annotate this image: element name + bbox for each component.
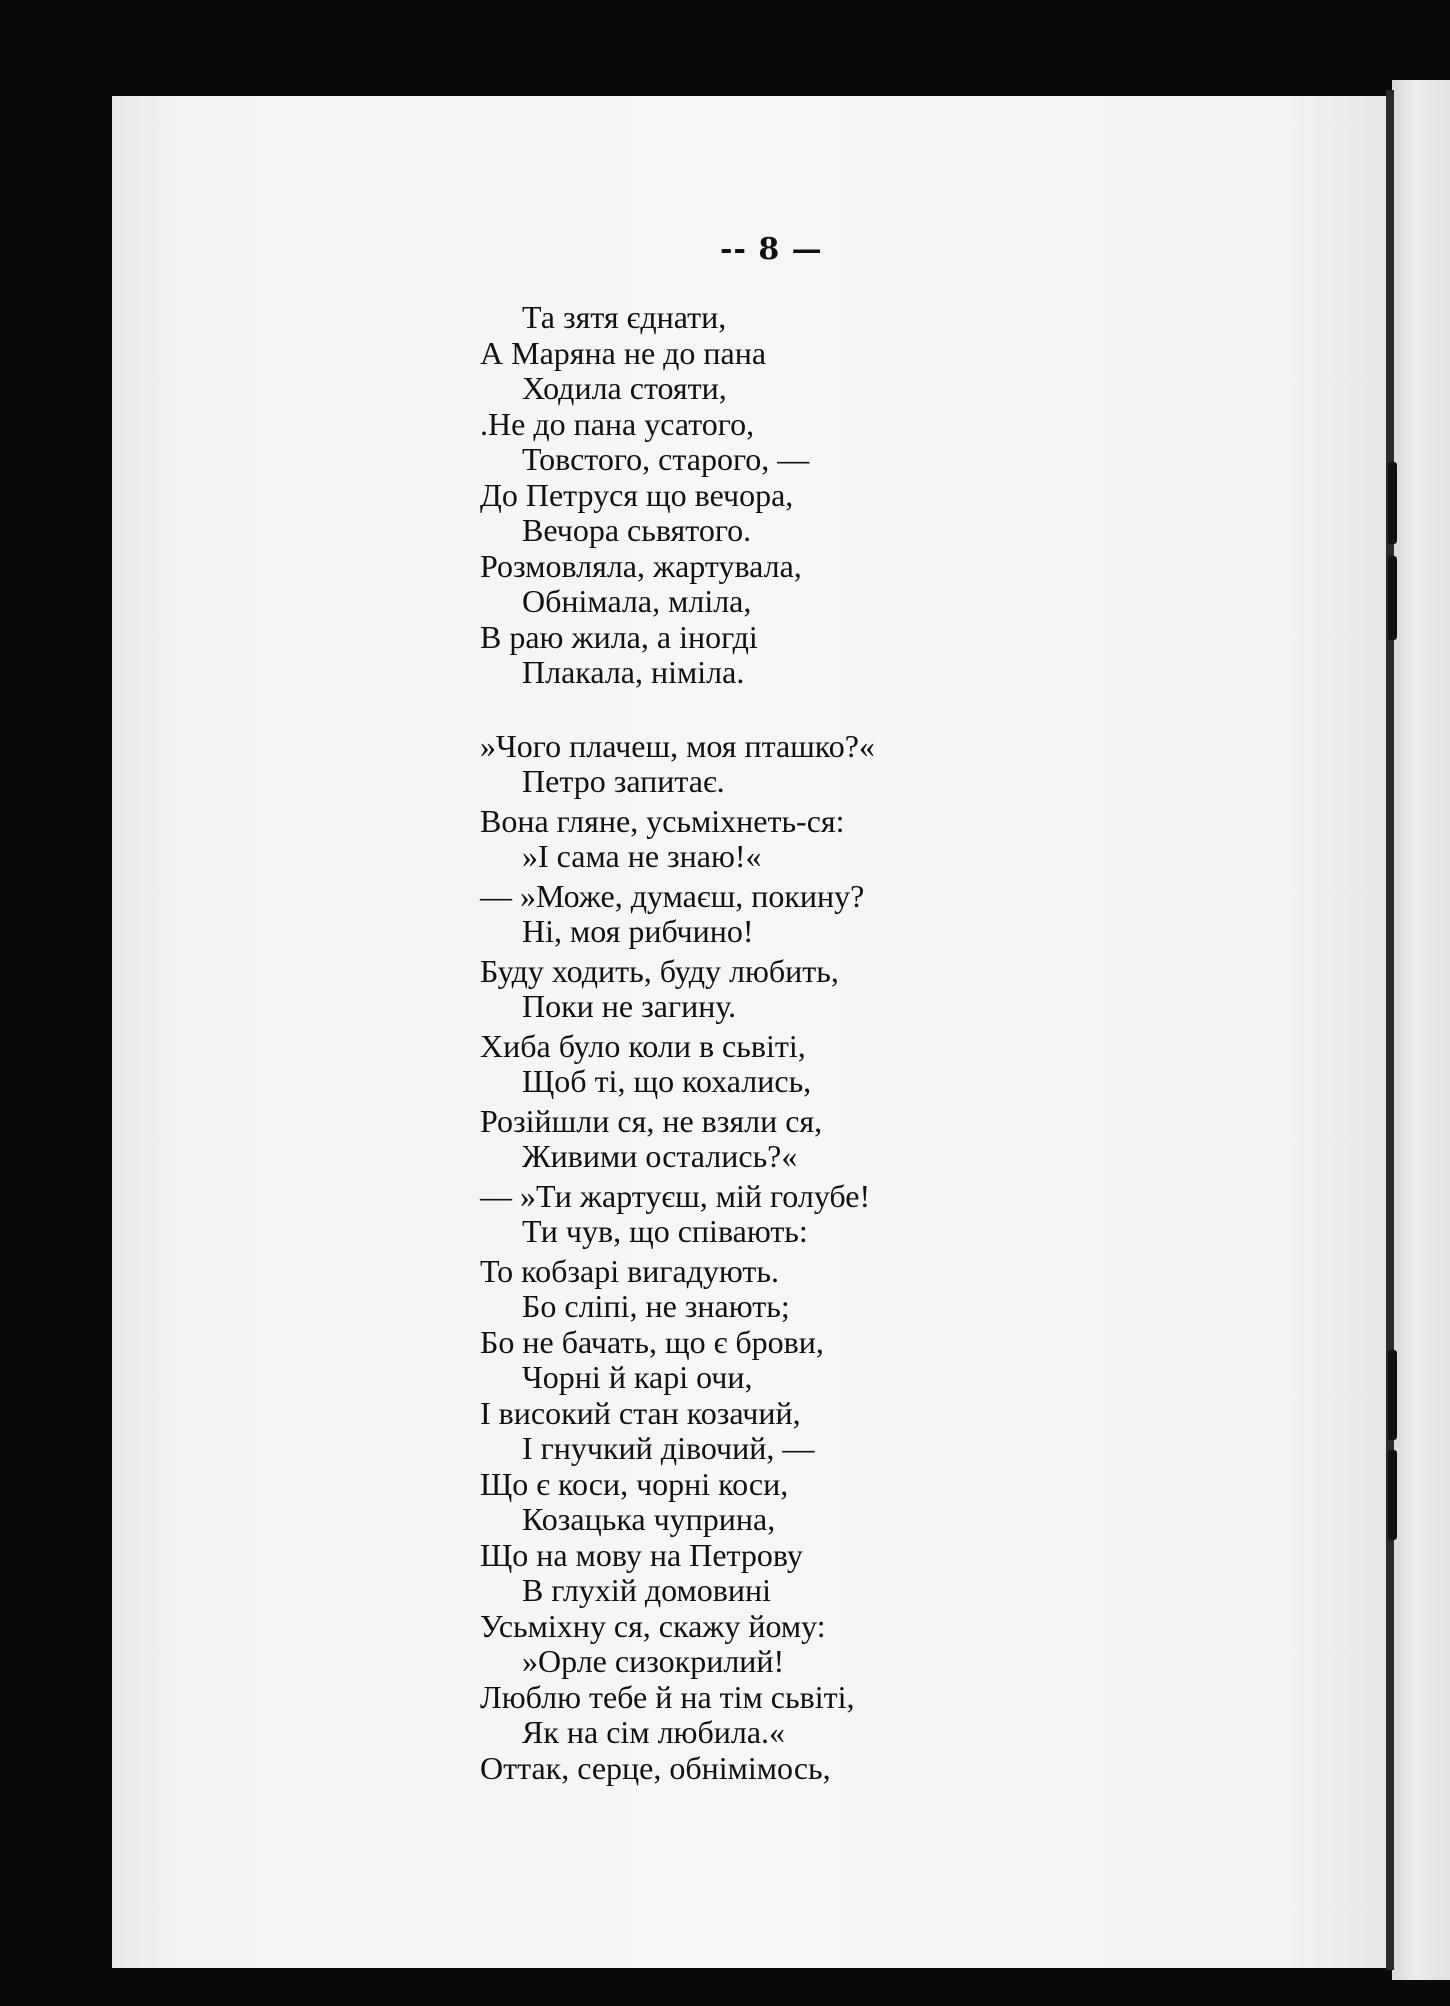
poem-line: Плакала, німіла. [522,654,745,690]
poem-line: Розійшли ся, не взяли ся, [480,1102,823,1139]
spine-shadow [1386,90,1394,1970]
poem-line: Оттак, серце, обнімімось, [480,1749,831,1786]
poem-text [480,300,1040,1786]
poem-line: .Не до пана усатого, [480,405,755,442]
poem-line: Як на сім любила.« [522,1714,786,1750]
poem-line: Товстого, старого, — [522,441,810,477]
edge-mark [1388,1350,1397,1440]
page-number: -- 8 — [720,232,823,267]
poem-line: Обнімала, мліла, [522,583,752,619]
poem-line: Усьміхну ся, скажу йому: [480,1607,826,1644]
edge-mark [1388,1450,1397,1540]
poem-line: »І сама не знаю!« [522,838,762,874]
poem-line: І високий стан козачий, [480,1394,801,1431]
poem-line: Ходила стояти, [522,370,727,406]
poem-line: Вона гляне, усьміхнеть-ся: [480,802,845,839]
poem-line: — »Може, думаєш, покину? [480,877,865,914]
poem-line: Вечора сьвятого. [522,512,752,548]
poem-line: — »Ти жартуєш, мій голубе! [480,1177,871,1214]
poem-line: І гнучкий дівочий, — [522,1430,815,1466]
poem-line: Живими остались?« [522,1138,798,1174]
poem-line: То кобзарі вигадують. [480,1252,779,1289]
poem-line: Що є коси, чорні коси, [480,1465,789,1502]
poem-line: В раю жила, а іногді [480,618,758,655]
poem-line: Що на мову на Петрову [480,1536,803,1573]
poem-line: Ні, моя рибчино! [522,913,754,949]
poem-line: Ти чув, що співають: [522,1213,808,1249]
next-page-edge [1392,80,1450,1980]
poem-line: В глухій домовині [522,1572,771,1608]
poem-line: Козацька чуприна, [522,1501,776,1537]
edge-mark [1388,556,1397,640]
poem-line: До Петруся що вечора, [480,476,794,513]
poem-line: »Чого плачеш, моя пташко?« [480,727,875,764]
edge-mark [1388,462,1397,544]
poem-line: Поки не загину. [522,988,737,1024]
poem-line: Буду ходить, буду любить, [480,952,839,989]
poem-line: Щоб ті, що кохались, [522,1063,812,1099]
poem-line: Бо не бачать, що є брови, [480,1323,824,1360]
poem-line: Чорні й карі очи, [522,1359,753,1395]
poem-line: Розмовляла, жартувала, [480,547,802,584]
poem-line: Хиба було коли в сьвіті, [480,1027,806,1064]
poem-line: »Орле сизокрилий! [522,1643,785,1679]
poem-line: Люблю тебе й на тім сьвіті, [480,1678,855,1715]
poem-line: А Маряна не до пана [480,334,767,371]
poem-line: Та зятя єднати, [522,299,727,335]
poem-line: Бо сліпі, не знають; [522,1288,790,1324]
poem-line: Петро запитає. [522,763,725,799]
